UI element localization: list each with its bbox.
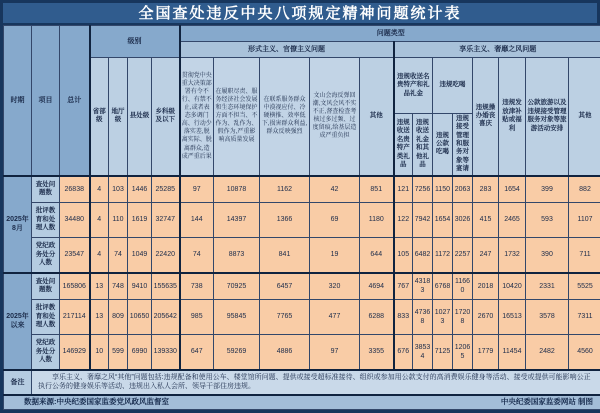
note-label: 备注 <box>4 370 32 395</box>
item-label-cell: 批评教育和处理人数 <box>32 202 60 237</box>
col-header-formalism-1: 贯彻党中央重大决策部署有令不行、有禁不止,或者表态多调门高、行动少落实差,脱离实际、脱离群众,造成严重后果 <box>180 58 214 176</box>
value-cell: 97 <box>310 334 360 369</box>
table-row <box>4 202 600 237</box>
col-header-public-funded-travel: 公款旅游以及违规接受管理服务对象等旅游活动安排 <box>526 58 569 176</box>
value-cell: 32747 <box>152 202 180 237</box>
value-cell: 4 <box>90 202 109 237</box>
value-cell: 1732 <box>499 237 526 272</box>
value-cell: 748 <box>109 273 128 300</box>
value-cell: 1619 <box>128 202 152 237</box>
value-cell: 8873 <box>214 237 260 272</box>
col-header-gift-specialty: 违规收送名贵特产类礼品 <box>394 114 413 176</box>
value-cell: 7942 <box>413 202 433 237</box>
value-cell: 7125 <box>433 334 453 369</box>
table-row <box>4 273 600 300</box>
value-cell: 26838 <box>60 176 90 203</box>
table-row <box>4 334 600 369</box>
value-cell: 10 <box>90 334 109 369</box>
note-row <box>4 370 600 395</box>
col-header-level-county: 县处级 <box>128 58 152 176</box>
col-header-level-province: 省部级 <box>90 58 109 176</box>
value-cell: 1446 <box>128 176 152 203</box>
value-cell: 3026 <box>453 202 473 237</box>
source-cell <box>4 395 600 410</box>
value-cell: 11660 <box>453 273 473 300</box>
col-header-allowances: 违规发放津补贴或福利 <box>499 58 526 176</box>
value-cell: 882 <box>569 176 600 203</box>
value-cell: 110 <box>109 202 128 237</box>
col-header-gift-cash: 违规收送礼金和其他礼品 <box>413 114 433 176</box>
value-cell: 95845 <box>214 299 260 334</box>
value-cell: 809 <box>109 299 128 334</box>
note-paragraph: 享乐主义、奢靡之风“其他”问题包括:违规配备和使用公车、楼堂馆所问题、提供或接受超标准接待、组织或参加用公款支付的高消费娱乐健身等活动、接受或提供可能影响公正执行公务的健身娱乐等活动、违规出入私人会所、领导干部住房违规。 <box>38 373 591 391</box>
value-cell: 1150 <box>433 176 453 203</box>
item-label-cell: 查处问题数 <box>32 273 60 300</box>
col-group-gifts: 违规收送名贵特产和礼品礼金 <box>394 58 433 114</box>
value-cell: 146929 <box>60 334 90 369</box>
col-group-problem-type: 问题类型 <box>180 26 600 42</box>
value-cell: 4 <box>90 176 109 203</box>
value-cell: 17208 <box>453 299 473 334</box>
value-cell: 34480 <box>60 202 90 237</box>
value-cell: 2670 <box>473 299 499 334</box>
value-cell: 10420 <box>499 273 526 300</box>
value-cell: 121 <box>394 176 413 203</box>
value-cell: 1180 <box>360 202 394 237</box>
value-cell: 593 <box>526 202 569 237</box>
value-cell: 247 <box>473 237 499 272</box>
value-cell: 6457 <box>260 273 310 300</box>
value-cell: 105 <box>394 237 413 272</box>
value-cell: 38534 <box>413 334 433 369</box>
value-cell: 477 <box>310 299 360 334</box>
value-cell: 70925 <box>214 273 260 300</box>
value-cell: 2257 <box>453 237 473 272</box>
value-cell: 59269 <box>214 334 260 369</box>
value-cell: 2465 <box>499 202 526 237</box>
col-header-weddings-funerals: 违规操办婚丧喜庆 <box>473 58 499 176</box>
value-cell: 9410 <box>128 273 152 300</box>
value-cell: 139330 <box>152 334 180 369</box>
col-group-formalism: 形式主义、官僚主义问题 <box>180 42 394 58</box>
value-cell: 833 <box>394 299 413 334</box>
item-label-cell: 查处问题数 <box>32 176 60 203</box>
value-cell: 2482 <box>526 334 569 369</box>
value-cell: 7765 <box>260 299 310 334</box>
credit-text: 中央纪委国家监委网站 制图 <box>500 397 594 407</box>
value-cell: 16513 <box>499 299 526 334</box>
value-cell: 144 <box>180 202 214 237</box>
col-header-level-prefecture: 地厅级 <box>109 58 128 176</box>
value-cell: 644 <box>360 237 394 272</box>
value-cell: 1162 <box>260 176 310 203</box>
value-cell: 841 <box>260 237 310 272</box>
value-cell: 205642 <box>152 299 180 334</box>
value-cell: 283 <box>473 176 499 203</box>
table-row <box>4 176 600 203</box>
value-cell: 7256 <box>413 176 433 203</box>
value-cell: 7311 <box>569 299 600 334</box>
value-cell: 599 <box>109 334 128 369</box>
value-cell: 767 <box>394 273 413 300</box>
value-cell: 3578 <box>526 299 569 334</box>
col-header-public-funds-dining: 违规公款吃喝 <box>433 114 453 176</box>
value-cell: 1779 <box>473 334 499 369</box>
value-cell: 10273 <box>433 299 453 334</box>
table-body <box>4 176 600 370</box>
data-source-text: 数据来源:中央纪委国家监委党风政风监督室 <box>24 397 169 407</box>
value-cell: 676 <box>394 334 413 369</box>
value-cell: 69 <box>310 202 360 237</box>
value-cell: 738 <box>180 273 214 300</box>
value-cell: 6990 <box>128 334 152 369</box>
value-cell: 22420 <box>152 237 180 272</box>
value-cell: 12065 <box>453 334 473 369</box>
col-header-banquet-invitations: 违规接受管理和服务对象等宴请 <box>453 114 473 176</box>
value-cell: 74 <box>180 237 214 272</box>
value-cell: 25285 <box>152 176 180 203</box>
value-cell: 11454 <box>499 334 526 369</box>
col-group-hedonism: 享乐主义、奢靡之风问题 <box>394 42 600 58</box>
table-header <box>4 26 600 176</box>
col-header-formalism-4: 文山会海反弹回潮,文风会风不实不正,督查检查考核过多过频、过度留痕,给基层造成严重负担 <box>310 58 360 176</box>
item-label-cell: 党纪政务处分人数 <box>32 334 60 369</box>
col-group-dining: 违规吃喝 <box>433 58 473 114</box>
value-cell: 1654 <box>433 202 453 237</box>
value-cell: 4694 <box>360 273 394 300</box>
item-label-cell: 党纪政务处分人数 <box>32 237 60 272</box>
value-cell: 390 <box>526 237 569 272</box>
period-cell: 2025年以来 <box>4 273 32 370</box>
page-title: 全国查处违反中央八项规定精神问题统计表 <box>3 3 597 25</box>
value-cell: 2331 <box>526 273 569 300</box>
value-cell: 14397 <box>214 202 260 237</box>
table-row <box>4 237 600 272</box>
value-cell: 399 <box>526 176 569 203</box>
col-header-hedonism-other: 其他 <box>569 58 600 176</box>
value-cell: 4560 <box>569 334 600 369</box>
table-footer <box>4 370 600 410</box>
value-cell: 42 <box>310 176 360 203</box>
value-cell: 13 <box>90 273 109 300</box>
col-header-item: 项目 <box>32 26 60 176</box>
value-cell: 2018 <box>473 273 499 300</box>
col-header-formalism-3: 在联系服务群众中漠视应付、冷硬横推、效率低下,损害群众利益,群众反映强烈 <box>260 58 310 176</box>
value-cell: 155635 <box>152 273 180 300</box>
value-cell: 13 <box>90 299 109 334</box>
period-cell: 2025年8月 <box>4 176 32 273</box>
value-cell: 5525 <box>569 273 600 300</box>
value-cell: 1107 <box>569 202 600 237</box>
value-cell: 4 <box>90 237 109 272</box>
source-row <box>4 395 600 410</box>
value-cell: 851 <box>360 176 394 203</box>
value-cell: 1654 <box>499 176 526 203</box>
value-cell: 97 <box>180 176 214 203</box>
value-cell: 217114 <box>60 299 90 334</box>
value-cell: 1366 <box>260 202 310 237</box>
statistics-table <box>3 25 600 410</box>
col-header-formalism-other: 其他 <box>360 58 394 176</box>
value-cell: 10878 <box>214 176 260 203</box>
value-cell: 23547 <box>60 237 90 272</box>
value-cell: 74 <box>109 237 128 272</box>
item-label-cell: 批评教育和处理人数 <box>32 299 60 334</box>
value-cell: 122 <box>394 202 413 237</box>
value-cell: 103 <box>109 176 128 203</box>
value-cell: 6768 <box>433 273 453 300</box>
value-cell: 985 <box>180 299 214 334</box>
table-panel <box>3 3 597 410</box>
value-cell: 1172 <box>433 237 453 272</box>
value-cell: 6482 <box>413 237 433 272</box>
value-cell: 6288 <box>360 299 394 334</box>
table-row <box>4 299 600 334</box>
value-cell: 43183 <box>413 273 433 300</box>
value-cell: 165806 <box>60 273 90 300</box>
col-header-total: 总计 <box>60 26 90 176</box>
col-header-formalism-2: 在履职尽责、服务经济社会发展和生态环境保护方面不担当、不作为、乱作为、假作为,严重影响高质量发展 <box>214 58 260 176</box>
value-cell: 711 <box>569 237 600 272</box>
value-cell: 320 <box>310 273 360 300</box>
value-cell: 10650 <box>128 299 152 334</box>
value-cell: 1049 <box>128 237 152 272</box>
value-cell: 4886 <box>260 334 310 369</box>
col-header-level-township: 乡科级及以下 <box>152 58 180 176</box>
value-cell: 47368 <box>413 299 433 334</box>
value-cell: 415 <box>473 202 499 237</box>
value-cell: 19 <box>310 237 360 272</box>
value-cell: 647 <box>180 334 214 369</box>
value-cell: 2063 <box>453 176 473 203</box>
note-text <box>32 370 600 395</box>
value-cell: 3355 <box>360 334 394 369</box>
col-header-period: 时期 <box>4 26 32 176</box>
col-group-level: 级别 <box>90 26 180 58</box>
